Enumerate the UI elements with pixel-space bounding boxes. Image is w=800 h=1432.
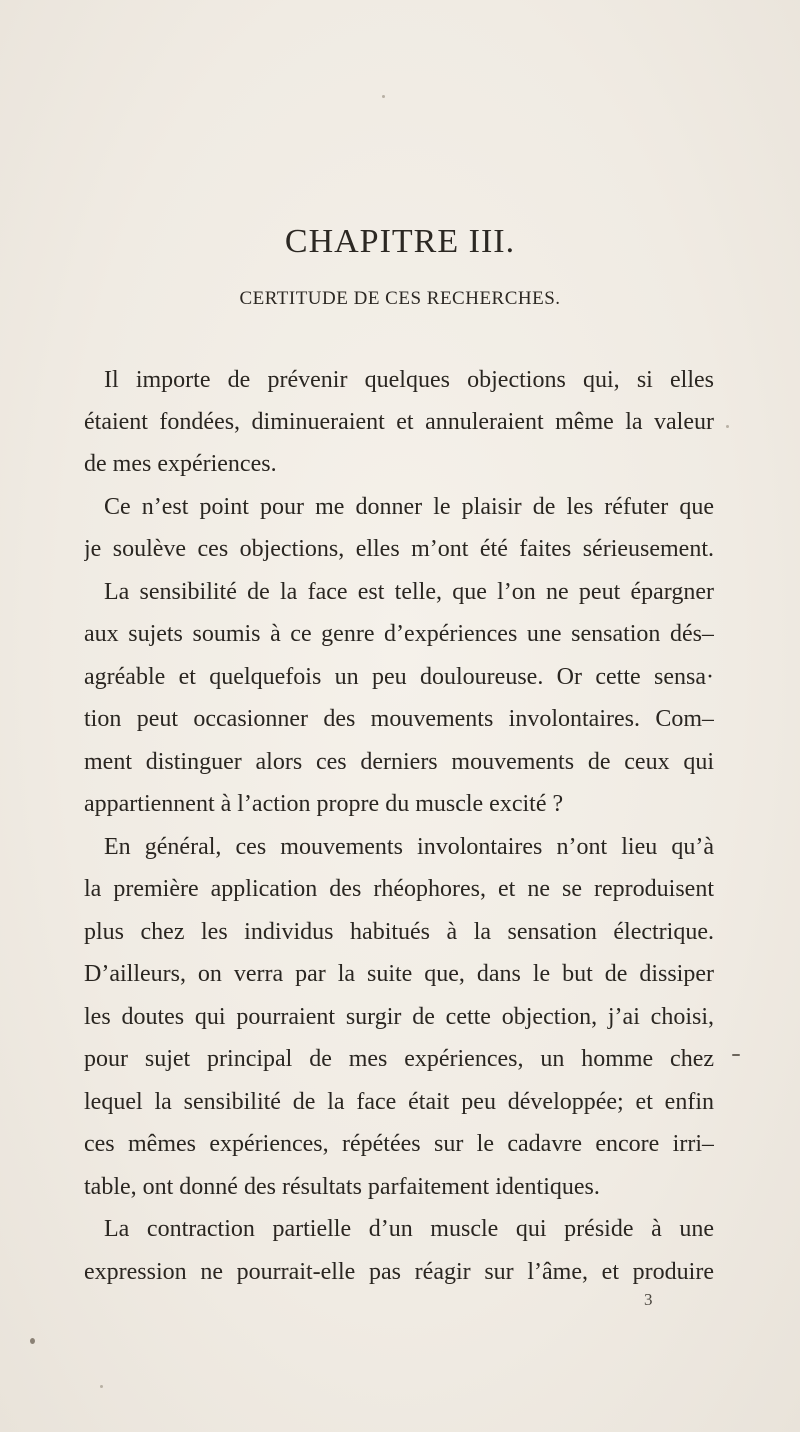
chapter-subtitle: CERTITUDE DE CES RECHERCHES. bbox=[239, 288, 561, 309]
text-line: appartiennent à l’action propre du muscle excité ? bbox=[84, 791, 564, 817]
text-line: expression ne pourrait-elle pas réagir sur l’âme, et produire bbox=[84, 1259, 714, 1285]
paper-speck bbox=[732, 1054, 740, 1056]
text-line: la première application des rhéophores, et ne se reproduisent bbox=[84, 876, 714, 902]
paper-speck bbox=[30, 1338, 35, 1344]
paper-speck bbox=[100, 1385, 103, 1388]
text-line: table, ont donné des résultats parfaitement identiques. bbox=[84, 1174, 600, 1200]
chapter-heading: CHAPITRE III. bbox=[284, 223, 516, 260]
text-line: En général, ces mouvements involontaires n’ont lieu qu’à bbox=[104, 834, 714, 860]
text-line: ces mêmes expériences, répétées sur le cadavre encore irri– bbox=[84, 1131, 714, 1157]
text-line: tion peut occasionner des mouvements involontaires. Com– bbox=[84, 706, 714, 732]
paper-speck bbox=[726, 425, 729, 428]
text-line: aux sujets soumis à ce genre d’expériences une sensation dés– bbox=[84, 621, 714, 647]
text-line: lequel la sensibilité de la face était peu développée; et enfin bbox=[84, 1089, 714, 1115]
text-line: Ce n’est point pour me donner le plaisir de les réfuter que bbox=[104, 494, 714, 520]
paper-speck bbox=[382, 95, 385, 98]
text-line: de mes expériences. bbox=[84, 451, 277, 477]
text-line: D’ailleurs, on verra par la suite que, dans le but de dissiper bbox=[84, 961, 714, 987]
text-line: Il importe de prévenir quelques objections qui, si elles bbox=[104, 367, 714, 393]
text-line: agréable et quelquefois un peu douloureuse. Or cette sensa· bbox=[84, 664, 714, 690]
text-line: pour sujet principal de mes expériences, un homme chez bbox=[84, 1046, 714, 1072]
text-line: plus chez les individus habitués à la sensation électrique. bbox=[84, 919, 714, 945]
text-line: ment distinguer alors ces derniers mouvements de ceux qui bbox=[84, 749, 714, 775]
text-line: je soulève ces objections, elles m’ont été faites sérieusement. bbox=[84, 536, 714, 562]
text-line: La sensibilité de la face est telle, que l’on ne peut épargner bbox=[104, 579, 714, 605]
text-line: La contraction partielle d’un muscle qui préside à une bbox=[104, 1216, 714, 1242]
text-line: étaient fondées, diminueraient et annuleraient même la valeur bbox=[84, 409, 714, 435]
text-line: les doutes qui pourraient surgir de cette objection, j’ai choisi, bbox=[84, 1004, 714, 1030]
page-number: 3 bbox=[644, 1290, 653, 1309]
